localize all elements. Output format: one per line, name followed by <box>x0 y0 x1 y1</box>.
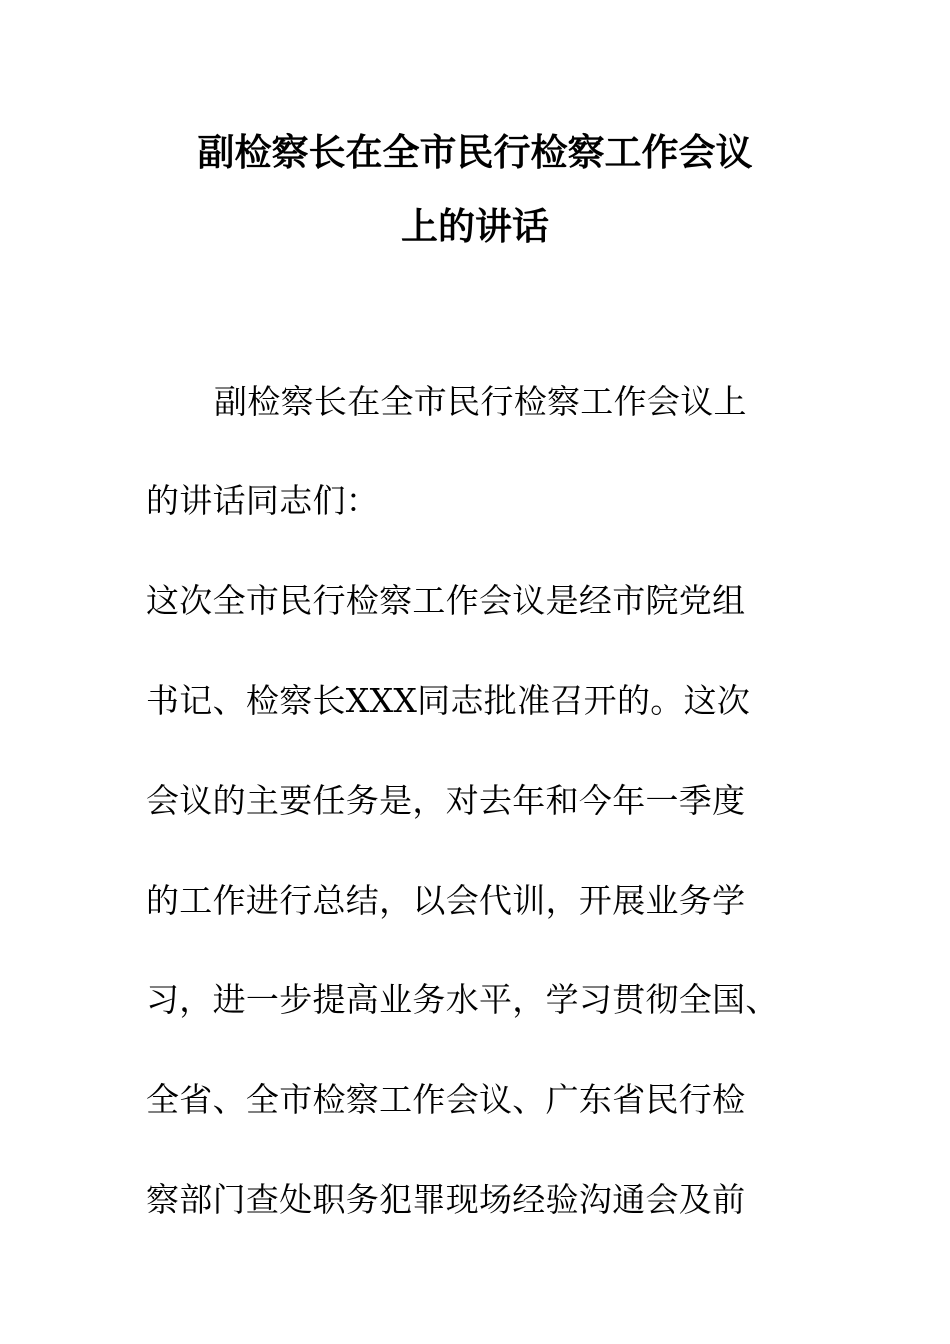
body-line-9: 察部门查处职务犯罪现场经验沟通会及前 <box>146 1180 746 1219</box>
body-line-3: 这次全市民行检察工作会议是经市院党组 <box>146 581 746 620</box>
body-line-4: 书记、检察长XXX同志批准召开的。这次 <box>146 681 751 720</box>
body-line-7: 习，进一步提高业务水平，学习贯彻全国、 <box>146 980 779 1019</box>
body-line-5: 会议的主要任务是，对去年和今年一季度 <box>146 781 746 820</box>
body-line-2: 的讲话同志们： <box>146 481 380 520</box>
document-title-line-1: 副检察长在全市民行检察工作会议 <box>197 131 753 174</box>
body-line-1: 副检察长在全市民行检察工作会议上 <box>214 382 747 421</box>
body-line-6: 的工作进行总结，以会代训，开展业务学 <box>146 881 746 920</box>
body-line-8: 全省、全市检察工作会议、广东省民行检 <box>146 1080 746 1119</box>
document-title-line-2: 上的讲话 <box>401 205 549 248</box>
